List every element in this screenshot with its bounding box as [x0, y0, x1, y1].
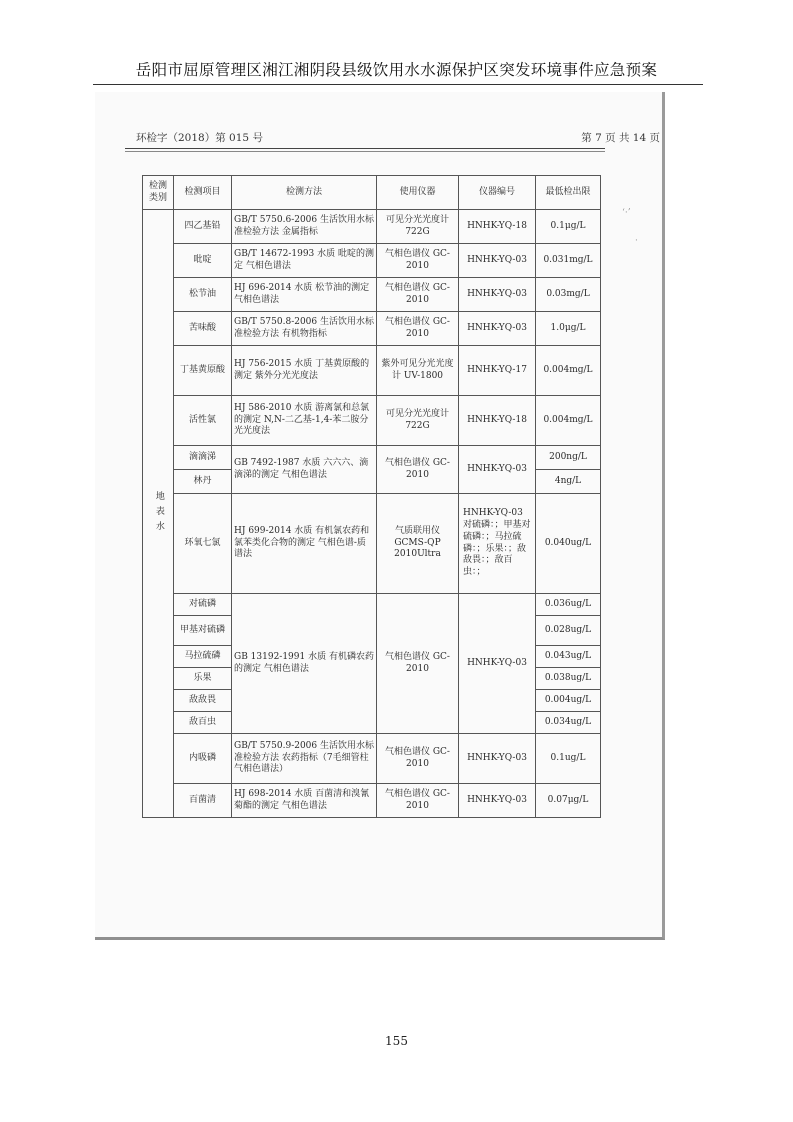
instrument-id-cell: HNHK-YQ-03 — [459, 312, 536, 346]
category-cell: 地表水 — [143, 210, 174, 818]
page-number: 155 — [385, 1034, 408, 1048]
item-cell: 吡啶 — [174, 244, 232, 278]
header-instrument: 使用仪器 — [377, 176, 459, 210]
item-cell: 四乙基铅 — [174, 210, 232, 244]
table-row — [143, 446, 601, 470]
method-cell: HJ 698-2014 水质 百菌清和溴氰菊酯的测定 气相色谱法 — [232, 784, 377, 818]
header-item: 检测项目 — [174, 176, 232, 210]
limit-cell: 0.07μg/L — [536, 784, 601, 818]
header-instrument-id: 仪器编号 — [459, 176, 536, 210]
margin-mark: · — [635, 236, 638, 246]
instrument-cell: 气相色谱仪 GC-2010 — [377, 594, 459, 734]
header-detection-limit: 最低检出限 — [536, 176, 601, 210]
item-cell: 环氧七氯 — [174, 494, 232, 594]
limit-cell: 0.004mg/L — [536, 396, 601, 446]
method-cell: GB 7492-1987 水质 六六六、滴滴涕的测定 气相色谱法 — [232, 446, 377, 494]
method-cell: GB/T 5750.6-2006 生活饮用水标准检验方法 金属指标 — [232, 210, 377, 244]
limit-cell: 0.031mg/L — [536, 244, 601, 278]
header-method: 检测方法 — [232, 176, 377, 210]
table-row — [143, 210, 601, 244]
item-cell: 滴滴涕 — [174, 446, 232, 470]
header-category: 检测类别 — [143, 176, 174, 210]
table-row — [143, 244, 601, 278]
table-row — [143, 494, 601, 594]
method-cell: GB/T 5750.8-2006 生活饮用水标准检验方法 有机物指标 — [232, 312, 377, 346]
table-row — [143, 278, 601, 312]
header-rule — [93, 84, 703, 85]
scan-header-rule — [125, 148, 605, 149]
item-cell: 松节油 — [174, 278, 232, 312]
table-row — [143, 734, 601, 784]
instrument-id-cell: HNHK-YQ-03 — [459, 244, 536, 278]
instrument-id-cell: HNHK-YQ-03 — [459, 734, 536, 784]
limit-cell: 0.004ug/L — [536, 690, 601, 712]
margin-mark: ‘·’ — [622, 208, 631, 218]
item-cell: 林丹 — [174, 470, 232, 494]
method-cell: GB 13192-1991 水质 有机磷农药的测定 气相色谱法 — [232, 594, 377, 734]
limit-cell: 0.043ug/L — [536, 646, 601, 668]
instrument-cell: 气相色谱仪 GC-2010 — [377, 244, 459, 278]
item-cell: 甲基对硫磷 — [174, 616, 232, 646]
instrument-id-cell: HNHK-YQ-03 — [459, 784, 536, 818]
instrument-id-cell: HNHK-YQ-03 — [459, 594, 536, 734]
table-row — [143, 312, 601, 346]
limit-cell: 200ng/L — [536, 446, 601, 470]
instrument-cell: 可见分光光度计 722G — [377, 396, 459, 446]
item-cell: 对硫磷 — [174, 594, 232, 616]
limit-cell: 0.1μg/L — [536, 210, 601, 244]
scan-header-rule-secondary — [125, 151, 605, 152]
instrument-cell: 可见分光光度计 722G — [377, 210, 459, 244]
item-cell: 苦味酸 — [174, 312, 232, 346]
limit-cell: 0.028ug/L — [536, 616, 601, 646]
item-cell: 内吸磷 — [174, 734, 232, 784]
method-cell: HJ 699-2014 水质 有机氯农药和氯苯类化合物的测定 气相色谱-质谱法 — [232, 494, 377, 594]
limit-cell: 0.03mg/L — [536, 278, 601, 312]
instrument-cell: 气相色谱仪 GC-2010 — [377, 446, 459, 494]
detection-report-table — [142, 175, 601, 818]
method-cell: HJ 696-2014 水质 松节油的测定 气相色谱法 — [232, 278, 377, 312]
instrument-cell: 紫外可见分光光度计 UV-1800 — [377, 346, 459, 396]
limit-cell: 0.1ug/L — [536, 734, 601, 784]
table-row — [143, 784, 601, 818]
limit-cell: 4ng/L — [536, 470, 601, 494]
item-cell: 百菌清 — [174, 784, 232, 818]
item-cell: 马拉硫磷 — [174, 646, 232, 668]
instrument-id-cell: HNHK-YQ-03 — [459, 446, 536, 494]
item-cell: 活性氯 — [174, 396, 232, 446]
instrument-id-cell: HNHK-YQ-18 — [459, 210, 536, 244]
instrument-cell: 气相色谱仪 GC-2010 — [377, 278, 459, 312]
table-row — [143, 594, 601, 616]
limit-cell: 0.040ug/L — [536, 494, 601, 594]
report-reference-number: 环检字（2018）第 015 号 — [136, 132, 263, 144]
instrument-cell: 气相色谱仪 GC-2010 — [377, 784, 459, 818]
limit-cell: 0.038ug/L — [536, 668, 601, 690]
report-page-info: 第 7 页 共 14 页 — [581, 132, 660, 144]
instrument-id-cell: HNHK-YQ-03 — [459, 278, 536, 312]
limit-cell: 0.036ug/L — [536, 594, 601, 616]
item-cell: 乐果 — [174, 668, 232, 690]
method-cell: HJ 586-2010 水质 游离氯和总氯的测定 N,N-二乙基-1,4-苯二胺分光光度法 — [232, 396, 377, 446]
item-cell: 敌敌畏 — [174, 690, 232, 712]
document-header: 岳阳市屈原管理区湘江湘阴段县级饮用水水源保护区突发环境事件应急预案 — [135, 61, 658, 79]
item-cell: 敌百虫 — [174, 712, 232, 734]
limit-cell: 0.004mg/L — [536, 346, 601, 396]
limit-cell: 1.0μg/L — [536, 312, 601, 346]
table-header-row — [143, 176, 601, 210]
method-cell: GB/T 5750.9-2006 生活饮用水标准检验方法 农药指标（7毛细管柱气相色谱法） — [232, 734, 377, 784]
instrument-cell: 气相色谱仪 GC-2010 — [377, 312, 459, 346]
table-row — [143, 346, 601, 396]
instrument-cell: 气质联用仪 GCMS-QP 2010Ultra — [377, 494, 459, 594]
instrument-cell: 气相色谱仪 GC-2010 — [377, 734, 459, 784]
instrument-id-cell: HNHK-YQ-03 对硫磷：；甲基对硫磷：；马拉硫磷：；乐果：；敌敌畏：；敌百虫：； — [459, 494, 536, 594]
instrument-id-cell: HNHK-YQ-18 — [459, 396, 536, 446]
limit-cell: 0.034ug/L — [536, 712, 601, 734]
method-cell: GB/T 14672-1993 水质 吡啶的测定 气相色谱法 — [232, 244, 377, 278]
item-cell: 丁基黄原酸 — [174, 346, 232, 396]
instrument-id-cell: HNHK-YQ-17 — [459, 346, 536, 396]
table-row — [143, 396, 601, 446]
method-cell: HJ 756-2015 水质 丁基黄原酸的测定 紫外分光光度法 — [232, 346, 377, 396]
